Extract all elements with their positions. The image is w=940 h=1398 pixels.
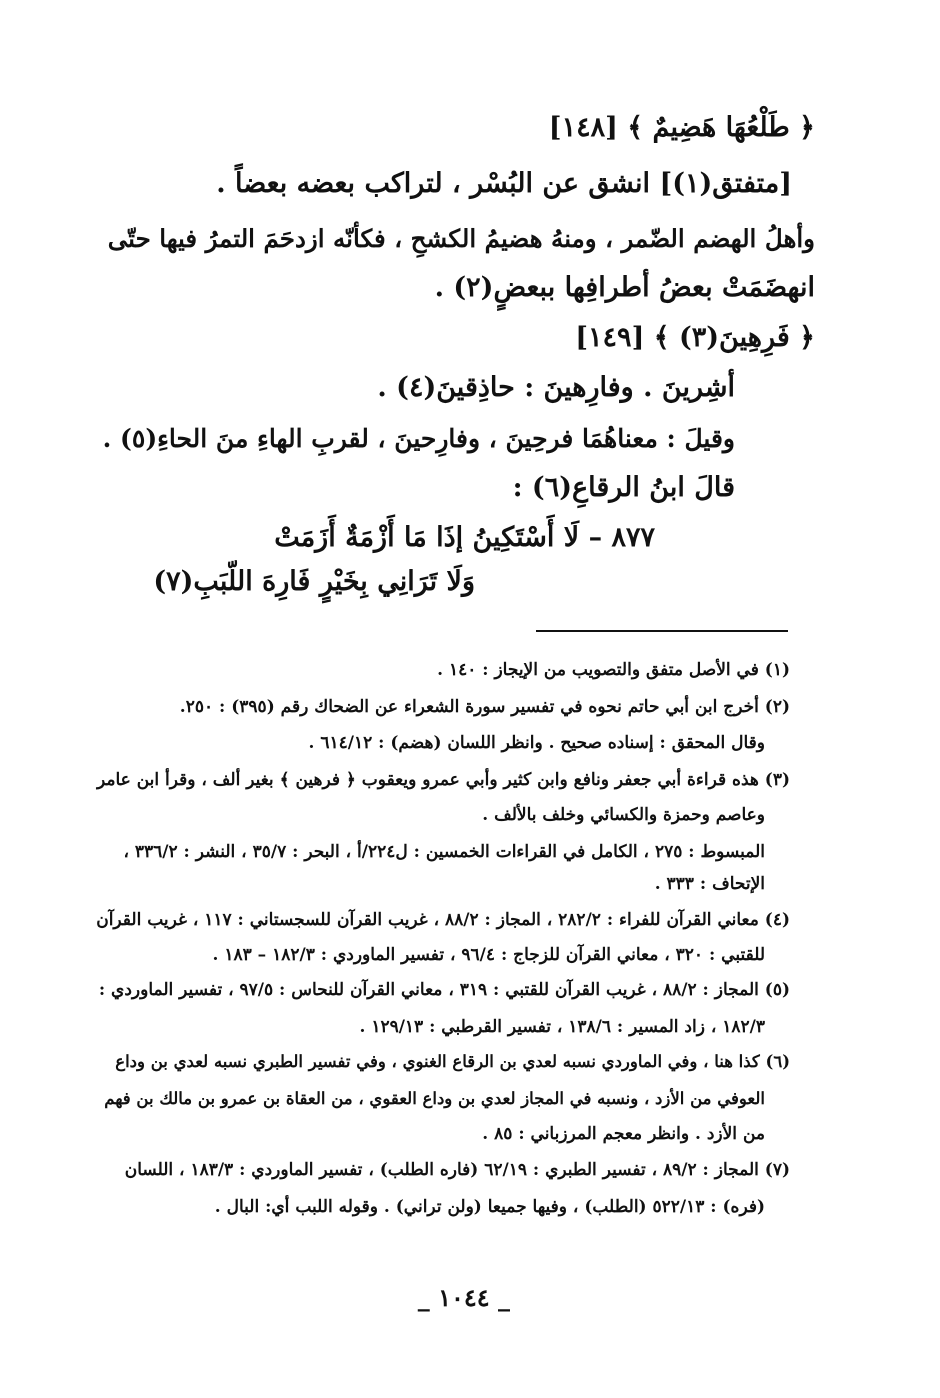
footnote-line: (١) في الأصل متفق والتصويب من الإيجاز : ١٤٠ . xyxy=(437,660,790,680)
footnote-line: (فره) : ٥٢٢/١٣ (الطلب) ، وفيها جميعا (ولن تراني) . وقوله اللبب أي: البال . xyxy=(214,1197,765,1217)
footnote-line: المبسوط : ٢٧٥ ، الكامل في القراءات الخمسين : ل٢٢٤/أ ، البحر : ٣٥/٧ ، النشر : ٣٣٦/٢ ، xyxy=(123,842,765,862)
verse-heading-149: ﴿ فَرِهِينَ(٣) ﴾ [١٤٩] xyxy=(575,322,815,353)
footnote-line: (٢) أخرج ابن أبي حاتم نحوه في تفسير سورة الشعراء عن الضحاك رقم (٣٩٥) : ٢٥٠. xyxy=(179,697,790,717)
footnote-line: (٥) المجاز : ٨٨/٢ ، غريب القرآن للقتبي : ٣١٩ ، معاني القرآن للنحاس : ٩٧/٥ ، تفسير الماوردي : xyxy=(98,980,790,1000)
footnote-line: (٧) المجاز : ٨٩/٢ ، تفسير الطبري : ٦٢/١٩ (فاره الطلب) ، تفسير الماوردي : ١٨٣/٣ ، اللسان xyxy=(124,1160,790,1180)
footnote-line: وقال المحقق : إسناده صحيح . وانظر اللسان (هضم) : ٦١٤/١٢ . xyxy=(308,733,765,753)
footnote-line: (٦) كذا هنا ، وفي الماوردي نسبه لعدي بن الرقاع الغنوي ، وفي تفسير الطبري نسبه لعدي بن وداع xyxy=(115,1052,790,1071)
body-text-line: وأهلُ الهضم الضّمر ، ومنهُ هضيمُ الكشحِ ، فكأنّه ازدحَمَ التمرُ فيها حتّى xyxy=(107,224,815,253)
footnote-line: (٣) هذه قراءة أبي جعفر ونافع وابن كثير وأبي عمرو ويعقوب ﴿ فرهين ﴾ بغير ألف ، وقرأ ابن عامر xyxy=(96,770,790,790)
footnote-line: من الأزد . وانظر معجم المرزباني : ٨٥ . xyxy=(482,1124,765,1144)
poem-line: وَلَا تَرَانِي بِخَيْرٍ فَارِهَ اللّبَبِ(٧) xyxy=(153,566,475,597)
body-text-line: انهضَمَتْ بعضُ أطرافِها ببعضٍ(٢) . xyxy=(434,272,815,303)
footnote-line: العوفي من الأزد ، ونسبه في المجاز لعدي بن وداع العقوي ، من العقاة بن عمرو بن مالك بن فهم xyxy=(104,1089,765,1108)
footnote-separator xyxy=(536,630,788,632)
poem-line: ٨٧٧ – لَا أَسْتَكِينُ إذَا مَا أَزْمَةٌ أَزَمَتْ xyxy=(274,522,655,553)
footnote-line: ١٨٢/٣ ، زاد المسير : ١٣٨/٦ ، تفسير القرطبي : ١٢٩/١٣ . xyxy=(359,1017,765,1037)
verse-heading-148: ﴿ طَلْعُهَا هَضِيمٌ ﴾ [١٤٨] xyxy=(548,112,815,143)
footnote-line: الإتحاف : ٣٣٣ . xyxy=(654,874,765,894)
body-text-line: أشِرينَ . وفارِهينَ : حاذِقينَ(٤) . xyxy=(377,372,735,403)
footnote-line: (٤) معاني القرآن للفراء : ٢٨٢/٢ ، المجاز : ٨٨/٢ ، غريب القرآن للسجستاني : ١١٧ ، غريب القرآن xyxy=(96,910,790,930)
body-text-line: وقيلَ : معناهُمَا فرحِينَ ، وفارِحينَ ، لقربِ الهاءِ منَ الحاءِ(٥) . xyxy=(102,424,735,453)
body-text-line: [متفتق(١)] انشق عن البُسْر ، لتراكب بعضه بعضاً . xyxy=(216,168,792,199)
footnote-line: وعاصم وحمزة والكسائي وخلف بالألف . xyxy=(482,805,765,825)
page-number: _ ١٠٤٤ _ xyxy=(417,1283,510,1312)
footnote-line: للقتبي : ٣٢٠ ، معاني القرآن للزجاج : ٩٦/٤ ، تفسير الماوردي : ١٨٢/٣ – ١٨٣ . xyxy=(212,945,765,965)
body-text-line: قالَ ابنُ الرقاعِ(٦) : xyxy=(512,472,735,503)
